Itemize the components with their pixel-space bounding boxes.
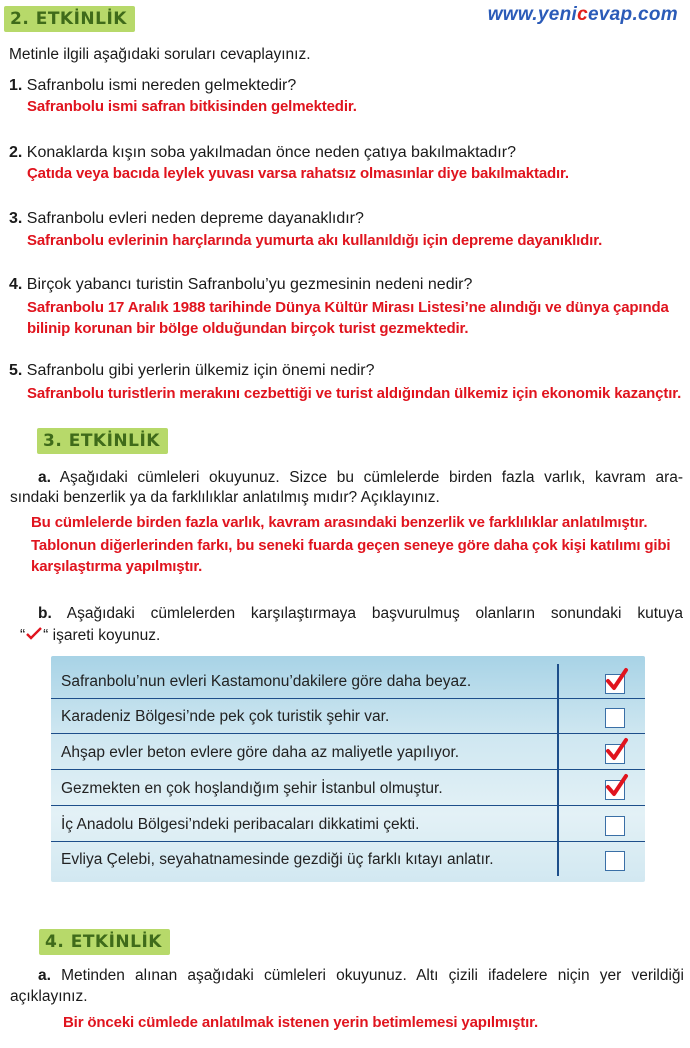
row-text: Ahşap evler beton evlere göre daha az maliyetle yapılıyor.: [61, 744, 460, 761]
section-3a-answer-line-1: Bu cümlelerde birden fazla varlık, kavram arasındaki benzerlik ve farklılıklar anlatılmıştır.: [31, 514, 648, 531]
checkmark-icon: [604, 773, 630, 801]
answer-1: Safranbolu ismi safran bitkisinden gelmektedir.: [27, 98, 357, 115]
checkbox[interactable]: [605, 708, 625, 728]
section-3a-line-2: sındaki benzerlik ya da farklılıklar anlatılmış mıdır? Açıklayınız.: [10, 489, 440, 506]
question-3: 3. Safranbolu evleri neden depreme dayanaklıdır?: [9, 210, 364, 227]
section-2-badge: 2. ETKİNLİK: [4, 6, 135, 32]
section-4a-line-2: açıklayınız.: [10, 988, 88, 1005]
section-4-badge: 4. ETKİNLİK: [39, 929, 170, 955]
section-4a-line-1: a. Metinden alınan aşağıdaki cümleleri okuyunuz. Altı çizili ifadelere niçin yer verildiği: [38, 967, 685, 984]
section-3a-line-1: a. Aşağıdaki cümleleri okuyunuz. Sizce bu cümlelerde birden fazla varlık, kavram ara-: [38, 469, 684, 486]
checkmark-icon: [604, 667, 630, 695]
table-row: [51, 699, 645, 734]
row-text: Gezmekten en çok hoşlandığım şehir İstanbul olmuştur.: [61, 780, 443, 797]
site-accent: c: [577, 4, 588, 25]
row-divider: [51, 769, 645, 771]
section-2-intro: Metinle ilgili aşağıdaki soruları cevaplayınız.: [9, 46, 311, 63]
answer-4-line-2: bilinip korunan bir bölge olduğundan birçok turist gezmektedir.: [27, 320, 469, 337]
answer-3: Safranbolu evlerinin harçlarında yumurta akı kullanıldığı için depreme dayanıklıdır.: [27, 232, 603, 249]
table-row: [51, 735, 645, 770]
checkbox[interactable]: [605, 816, 625, 836]
row-divider: [51, 805, 645, 807]
section-3-badge: 3. ETKİNLİK: [37, 428, 168, 454]
section-3b-line-2: “ “ işareti koyunuz.: [20, 627, 161, 644]
section-3a-answer-line-3: karşılaştırma yapılmıştır.: [31, 558, 203, 575]
site-suffix: evap.com: [587, 4, 678, 25]
site-logo: [488, 4, 678, 26]
section-3a-answer-line-2: Tablonun diğerlerinden farkı, bu seneki fuarda geçen seneye göre daha çok kişi katılımı gibi: [31, 537, 671, 554]
table-row: [51, 771, 645, 806]
row-divider: [51, 733, 645, 735]
comparison-table: [51, 656, 645, 882]
table-row: [51, 807, 645, 842]
question-2: 2. Konaklarda kışın soba yakılmadan önce neden çatıya bakılmaktadır?: [9, 144, 516, 161]
section-3b-line-1: b. Aşağıdaki cümlelerden karşılaştırmaya başvurulmuş olanların sonundaki kutuya: [38, 605, 683, 622]
checkmark-icon: [25, 627, 43, 641]
site-prefix: www.yeni: [487, 4, 578, 25]
checkbox[interactable]: [605, 744, 625, 764]
question-5: 5. Safranbolu gibi yerlerin ülkemiz için önemi nedir?: [9, 362, 375, 379]
checkmark-icon: [604, 737, 630, 765]
answer-2: Çatıda veya bacıda leylek yuvası varsa rahatsız olmasınlar diye bakılmaktadır.: [27, 165, 569, 182]
row-text: İç Anadolu Bölgesi’ndeki peribacaları dikkatimi çekti.: [61, 816, 420, 833]
checkbox[interactable]: [605, 780, 625, 800]
row-text: Safranbolu’nun evleri Kastamonu’dakilere göre daha beyaz.: [61, 673, 472, 690]
row-text: Karadeniz Bölgesi’nde pek çok turistik şehir var.: [61, 708, 390, 725]
answer-4-line-1: Safranbolu 17 Aralık 1988 tarihinde Dünya Kültür Mirası Listesi’ne alındığı ve dünya çapında: [27, 299, 669, 316]
question-4: 4. Birçok yabancı turistin Safranbolu’yu gezmesinin nedeni nedir?: [9, 276, 473, 293]
checkbox[interactable]: [605, 851, 625, 871]
answer-5: Safranbolu turistlerin merakını cezbettiği ve turist aldığından ülkemiz için ekonomik kazançtır.: [27, 385, 682, 402]
table-row: [51, 842, 645, 877]
checkbox[interactable]: [605, 674, 625, 694]
question-1: 1. Safranbolu ismi nereden gelmektedir?: [9, 77, 297, 94]
table-row: [51, 664, 645, 699]
row-text: Evliya Çelebi, seyahatnamesinde gezdiği üç farklı kıtayı anlatır.: [61, 851, 494, 868]
section-4a-answer: Bir önceki cümlede anlatılmak istenen yerin betimlemesi yapılmıştır.: [63, 1014, 538, 1031]
